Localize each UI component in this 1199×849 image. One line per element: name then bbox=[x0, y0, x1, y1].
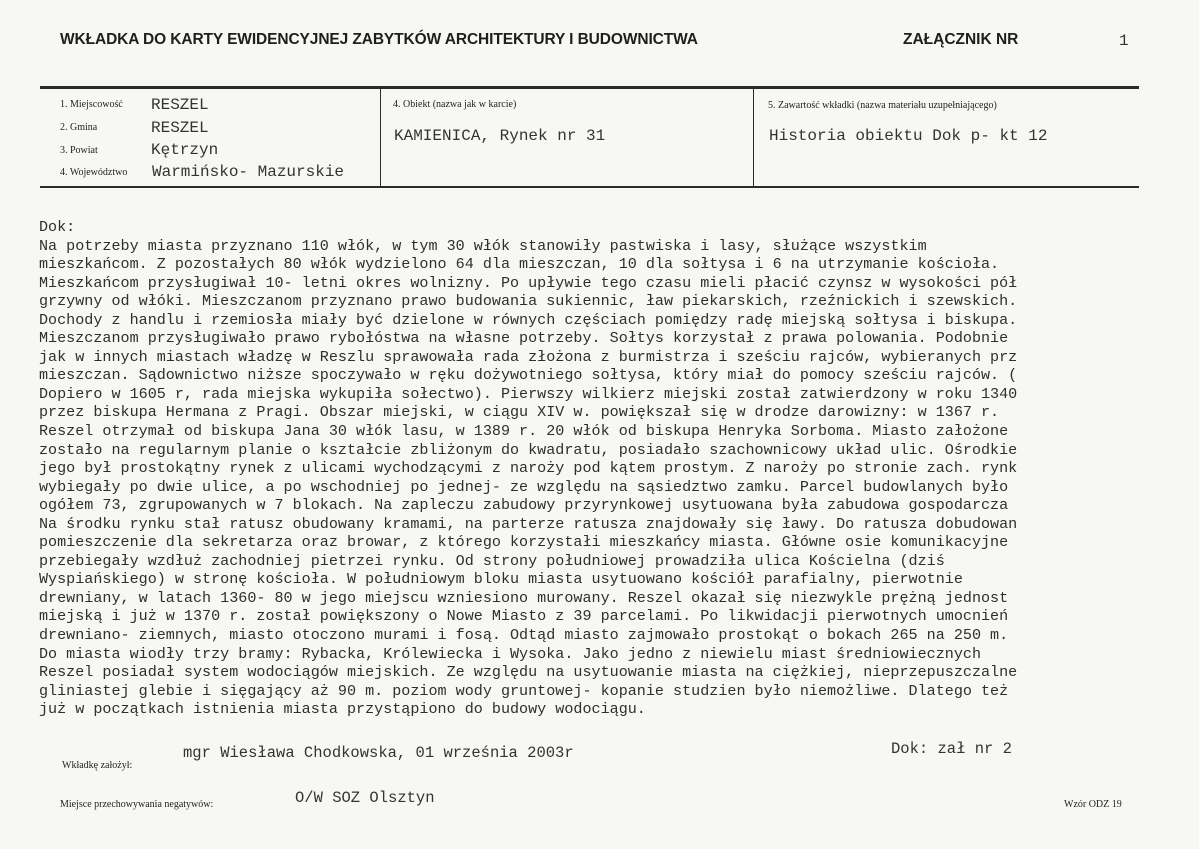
text-line: Na środku rynku stał ratusz obudowany kramami, na parterze ratusza znajdowały się ławy. Do ratusza dobudowan bbox=[39, 514, 1018, 533]
column-divider-2 bbox=[753, 88, 754, 186]
object-label: 4. Obiekt (nazwa jak w karcie) bbox=[393, 99, 517, 110]
history-heading: Dok: bbox=[39, 218, 76, 236]
author-value: mgr Wiesława Chodkowska, 01 września 2003r bbox=[183, 744, 574, 762]
text-line: Mieszkańcom przysługiwał 10- letni okres wolnizny. Po upływie tego czasu mieli płacić czynsz w wysokości pół bbox=[39, 273, 1018, 292]
text-line: Reszel otrzymał od biskupa Jana 30 włók lasu, w 1389 r. 20 włók od biskupa Henryka Sorboma. Miasto założone bbox=[39, 422, 1009, 441]
form-title: WKŁADKA DO KARTY EWIDENCYJNEJ ZABYTKÓW ARCHITEKTURY I BUDOWNICTWA bbox=[60, 31, 698, 48]
text-line: pomieszczenie dla sekretarza oraz browar, z którego korzystałi mieszkańcy miasta. Główne osie komunikacyjne bbox=[39, 533, 1009, 552]
miejscowosc-value: RESZEL bbox=[151, 96, 209, 114]
form-code: Wzór ODZ 19 bbox=[1064, 799, 1122, 810]
powiat-value: Kętrzyn bbox=[151, 141, 219, 159]
text-line: grzywny od włóki. Mieszczanom przyznano prawo budowania sukiennic, ław piekarskich, rzeźnickich i szewskich. bbox=[39, 292, 1018, 311]
author-label: Wkładkę założył: bbox=[62, 760, 133, 771]
text-line: mieszkańcom. Z pozostałych 80 włók wydzielono 64 dla mieszczan, 10 dla sołtysa i 6 na utrzymanie kościoła. bbox=[39, 255, 1000, 274]
text-line: Mieszczanom przysługiwało prawo rybołóstwa na własne potrzeby. Sołtys korzystał z prawa polowania. Podobnie bbox=[39, 329, 1009, 348]
gmina-value: RESZEL bbox=[151, 119, 209, 137]
table-top-rule bbox=[40, 86, 1139, 89]
gmina-label: 2. Gmina bbox=[60, 122, 98, 133]
text-line: Do miasta wiodły trzy bramy: Rybacka, Królewiecka i Wysoka. Jako jedno z niewielu miast średniowiecznych bbox=[39, 644, 982, 663]
document-ref: Dok: zał nr 2 bbox=[891, 740, 1012, 758]
text-line: ogółem 73, zgrupowanych w 7 blokach. Na zapleczu zabudowy przyrynkowej usytuowana była zabudowa gospodarcza bbox=[39, 496, 1009, 515]
text-line: Dochody z handlu i rzemiosła miały być dzielone w równych częściach pomiędzy radę miejską sołtysa i biskupa. bbox=[39, 310, 1018, 329]
text-line: drewniany, w latach 1360- 80 w jego miejscu wzniesiono murowany. Reszel okazał się niezwykle prężną jednost bbox=[39, 588, 1009, 607]
table-bottom-rule bbox=[40, 186, 1139, 188]
powiat-label: 3. Powiat bbox=[60, 145, 98, 156]
miejscowosc-label: 1. Miejscowość bbox=[60, 99, 123, 110]
text-line: jak w innych miastach władzę w Reszlu sprawowała rada złożona z burmistrza i sześciu rajców, wybieranych prz bbox=[39, 347, 1018, 366]
wojewodztwo-value: Warmińsko- Mazurskie bbox=[152, 163, 345, 181]
text-line: Reszel posiadał system wodociągów miejskich. Ze względu na usytuowanie miasta na ciężkiej, nieprzepuszczalne bbox=[39, 663, 1018, 682]
text-line: gliniastej glebie i sięgający aż 90 m. poziom wody gruntowej- kopanie studzien było niemożliwe. Dlatego też bbox=[39, 681, 1009, 700]
annex-number: 1 bbox=[1119, 32, 1129, 50]
storage-value: O/W SOZ Olsztyn bbox=[295, 789, 435, 807]
storage-label: Miejsce przechowywania negatywów: bbox=[60, 799, 214, 810]
text-line: przez biskupa Hermana z Pragi. Obszar miejski, w ciągu XIV w. powiększał się w drodze darowizny: w 1367 r. bbox=[39, 403, 1000, 422]
text-line: już w początkach istnienia miasta przystąpiono do budowy wodociągu. bbox=[39, 700, 646, 719]
text-line: Wyspiańskiego) w stronę kościoła. W południowym bloku miasta usytuowano kościół parafialny, pierwotnie bbox=[39, 570, 963, 589]
wojewodztwo-label: 4. Województwo bbox=[60, 167, 128, 178]
contents-value: Historia obiektu Dok p- kt 12 bbox=[769, 127, 1048, 145]
text-line: przebiegały wzdłuż zachodniej pietrzei rynku. Od strony południowej prowadziła ulica Kościelna (dziś bbox=[39, 551, 945, 570]
contents-label: 5. Zawartość wkładki (nazwa materiału uzupełniającego) bbox=[768, 100, 997, 111]
annex-label: ZAŁĄCZNIK NR bbox=[903, 31, 1019, 48]
history-text bbox=[39, 218, 1199, 719]
object-value: KAMIENICA, Rynek nr 31 bbox=[394, 127, 606, 145]
text-line: Dopiero w 1605 r, rada miejska wykupiła sołectwo). Pierwszy wilkierz miejski został zatwierdzony w roku 1340 bbox=[39, 384, 1018, 403]
text-line: jego był prostokątny rynek z ulicami wychodzącymi z naroży pod kątem prostym. Z naroży po stronie zach. rynk bbox=[39, 459, 1018, 478]
text-line: drewniano- ziemnych, miasto otoczono murami i fosą. Odtąd miasto zajmowało prostokąt o bokach 265 na 250 m. bbox=[39, 626, 1009, 645]
text-line: miejską i już w 1370 r. został powiększony o Nowe Miasto z 39 parcelami. Po likwidacji pierwotnych umocnień bbox=[39, 607, 1009, 626]
column-divider-1 bbox=[380, 88, 381, 186]
text-line: wybiegały po dwie ulice, a po wschodniej po jednej- ze względu na sąsiedztwo zamku. Parcel budowlanych było bbox=[39, 477, 1009, 496]
text-line: Na potrzeby miasta przyznano 110 włók, w tym 30 włók stanowiły pastwiska i lasy, służące wszystkim bbox=[39, 236, 927, 255]
text-line: zostało na regularnym planie o kształcie zbliżonym do kwadratu, posiadało szachownicowy układ ulic. Ośrodkie bbox=[39, 440, 1018, 459]
text-line: mieszczan. Sądownictwo niższe spoczywało w ręku dożywotniego sołtysa, który miał do pomocy sześciu rajców. ( bbox=[39, 366, 1018, 385]
